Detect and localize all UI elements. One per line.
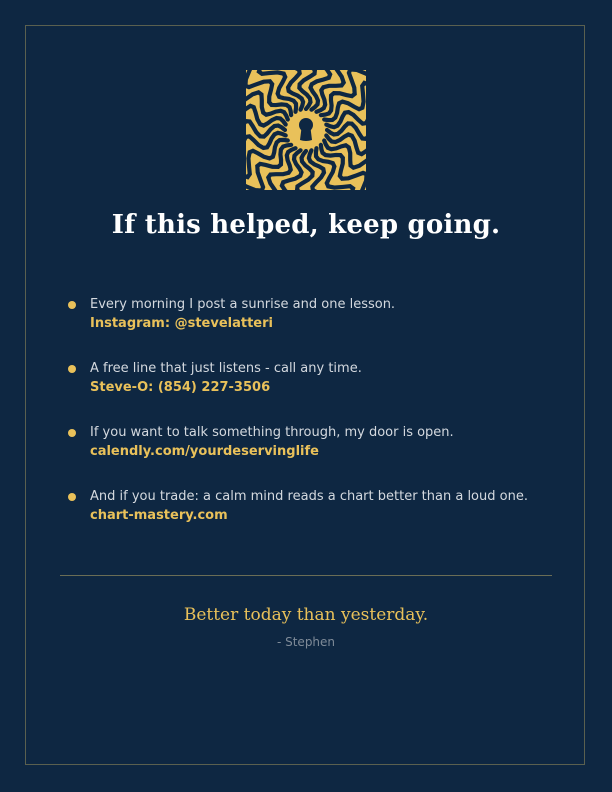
item-description: A free line that just listens - call any time. (90, 361, 362, 376)
list-item-phone (68, 360, 548, 424)
list-item-chart-mastery (68, 488, 548, 552)
page-title: If this helped, keep going. (111, 210, 501, 240)
bullet-dot (68, 365, 76, 373)
item-description: Every morning I post a sunrise and one lesson. (90, 297, 396, 312)
calendly-link[interactable]: calendly.com/yourdeservinglife (90, 444, 319, 459)
bullet-dot (68, 493, 76, 501)
list-item-calendly (68, 424, 548, 488)
chart-mastery-link[interactable]: chart-mastery.com (90, 508, 228, 523)
list-item-instagram (68, 296, 548, 360)
bullet-dot (68, 301, 76, 309)
sunburst-keyhole-icon (246, 70, 366, 190)
instagram-link[interactable]: Instagram: @stevelatteri (90, 316, 273, 331)
closing-quote: Better today than yesterday. (183, 605, 429, 625)
item-description: And if you trade: a calm mind reads a chart better than a loud one. (90, 489, 528, 504)
section-divider (60, 575, 552, 576)
phone-link[interactable]: Steve-O: (854) 227-3506 (90, 380, 271, 395)
signature: - Stephen (276, 635, 336, 649)
bullet-dot (68, 429, 76, 437)
item-description: If you want to talk something through, my door is open. (90, 425, 454, 440)
link-list (68, 296, 548, 552)
